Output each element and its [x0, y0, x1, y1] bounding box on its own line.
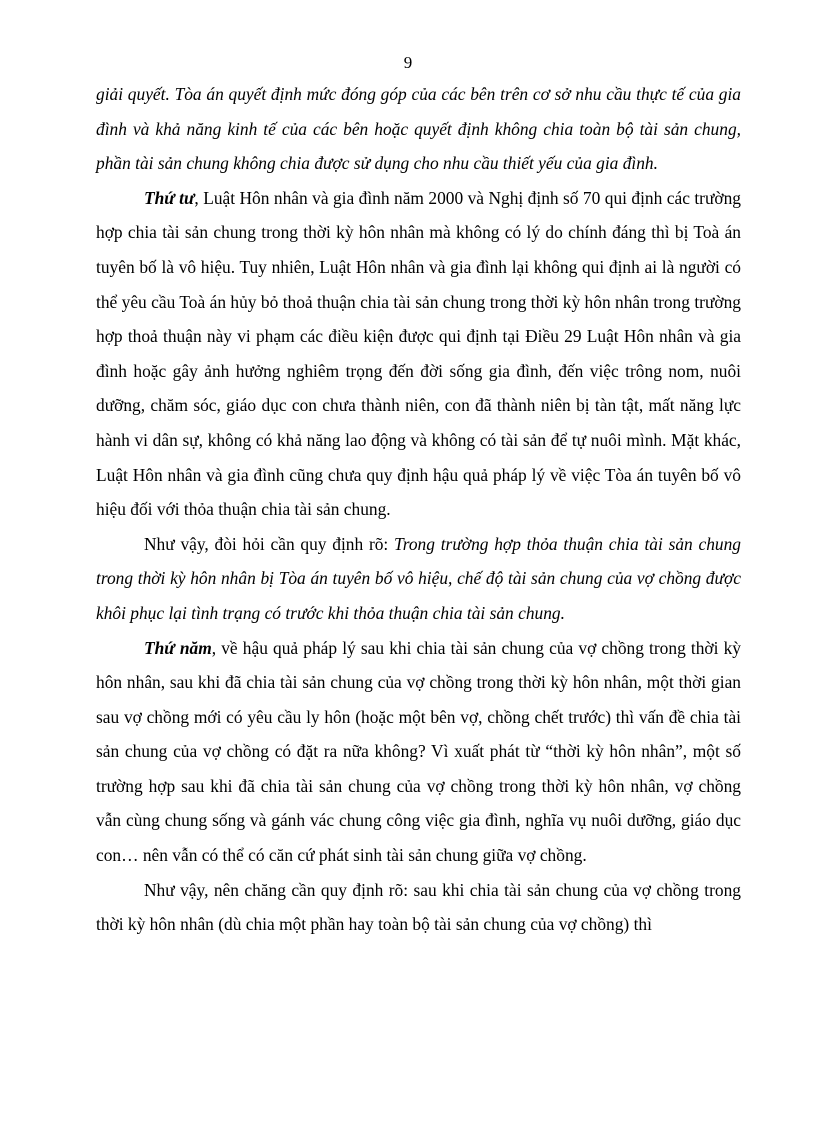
paragraph-2 — [96, 181, 741, 527]
paragraph-2-text: , Luật Hôn nhân và gia đình năm 2000 và Nghị định số 70 qui định các trường hợp chia tài sản chung trong thời kỳ hôn nhân mà không có lý do chính đáng thì bị Toà án tuyên bố là vô hiệu. Tuy nhiên, Luật Hôn nhân và gia đình lại không qui định ai là người có thể yêu cầu Toà án hủy bỏ thoả thuận chia tài sản chung trong thời kỳ hôn nhân trong trường hợp thoả thuận này vi phạm các điều kiện được qui định tại Điều 29 Luật Hôn nhân và gia đình hoặc gây ảnh hưởng nghiêm trọng đến đời sống gia đình, đến việc trông nom, nuôi dưỡng, chăm sóc, giáo dục con chưa thành niên, con đã thành niên bị tàn tật, mất năng lực hành vi dân sự, không có khả năng lao động và không có tài sản để tự nuôi mình. Mặt khác, Luật Hôn nhân và gia đình cũng chưa quy định hậu quả pháp lý về việc Tòa án tuyên bố vô hiệu đối với thỏa thuận chia tài sản chung. — [96, 187, 741, 520]
paragraph-4-lead: Thứ năm — [144, 637, 212, 658]
paragraph-4-text: , về hậu quả pháp lý sau khi chia tài sản chung của vợ chồng trong thời kỳ hôn nhân, sau khi đã chia tài sản chung của vợ chồng trong thời kỳ hôn nhân, một thời gian sau vợ chồng mới có yêu cầu ly hôn (hoặc một bên vợ, chồng chết trước) thì vấn đề chia tài sản chung của vợ chồng có đặt ra nữa không? Vì xuất phát từ “thời kỳ hôn nhân”, một số trường hợp sau khi đã chia tài sản chung của vợ chồng trong thời kỳ hôn nhân, vợ chồng vẫn cùng chung sống và gánh vác chung công việc gia đình, nghĩa vụ nuôi dưỡng, giáo dục con… nên vẫn có thể có căn cứ phát sinh tài sản chung giữa vợ chồng. — [96, 637, 741, 866]
paragraph-3 — [96, 527, 741, 631]
paragraph-3-italic: Trong trường hợp thỏa thuận chia tài sản chung trong thời kỳ hôn nhân bị Tòa án tuyên bố vô hiệu, chế độ tài sản chung của vợ chồng được khôi phục lại tình trạng có trước khi thỏa thuận chia tài sản chung. — [96, 533, 741, 623]
document-body — [96, 77, 741, 942]
page-number: 9 — [403, 53, 413, 72]
paragraph-2-lead: Thứ tư — [144, 187, 195, 208]
paragraph-5: Như vậy, nên chăng cần quy định rõ: sau khi chia tài sản chung của vợ chồng trong thời kỳ hôn nhân (dù chia một phần hay toàn bộ tài sản chung của vợ chồng) thì — [96, 879, 741, 935]
paragraph-4 — [96, 631, 741, 873]
paragraph-1: giải quyết. Tòa án quyết định mức đóng góp của các bên trên cơ sở nhu cầu thực tế của gia đình và khả năng kinh tế của các bên hoặc quyết định không chia toàn bộ tài sản chung, phần tài sản chung không chia được sử dụng cho nhu cầu thiết yếu của gia đình. — [96, 84, 741, 174]
paragraph-3-text: Như vậy, đòi hỏi cần quy định rõ: — [144, 533, 395, 554]
